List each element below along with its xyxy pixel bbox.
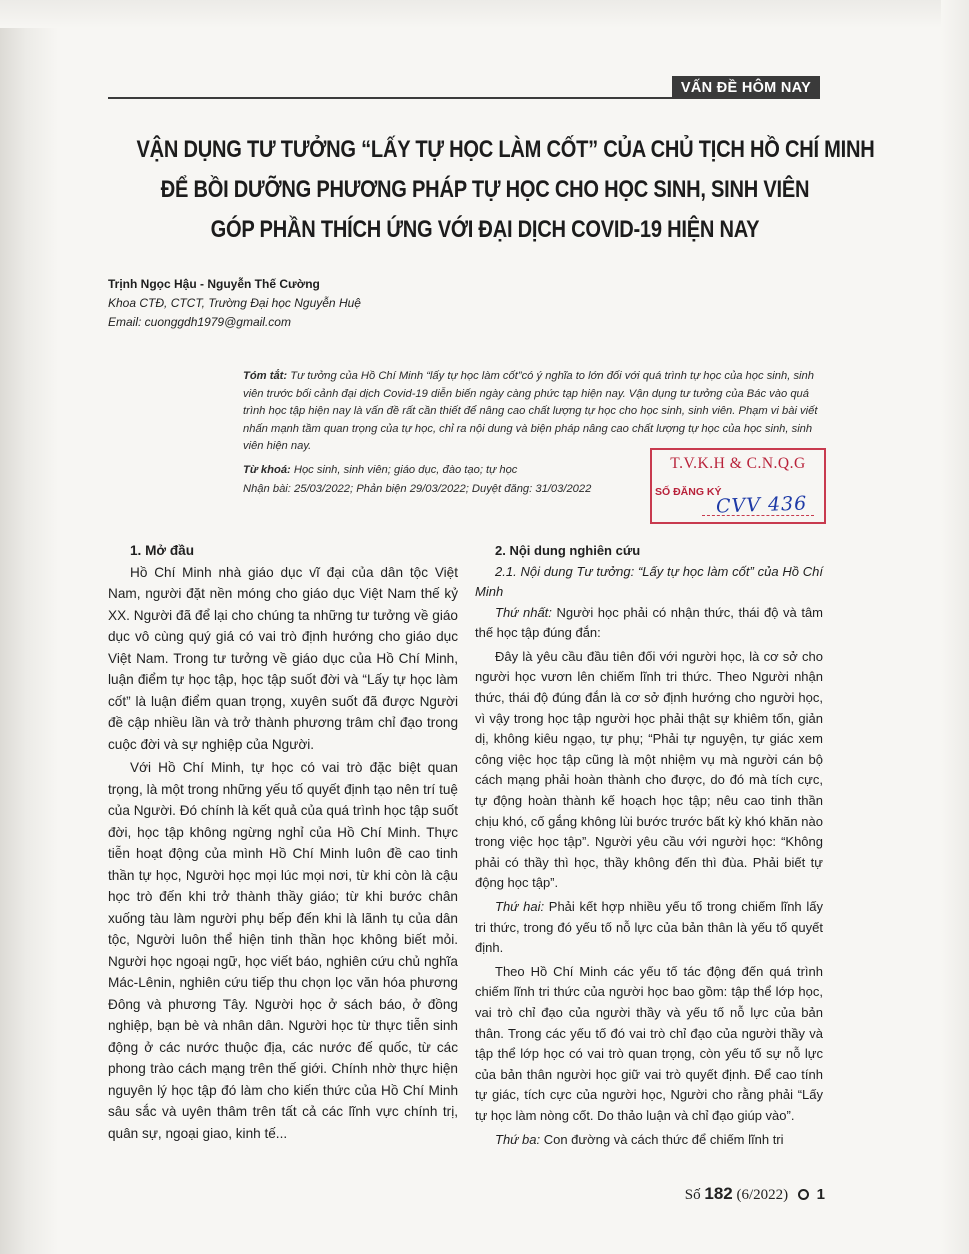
lead-third: Thứ ba: — [495, 1131, 541, 1147]
circle-bullet-icon — [798, 1189, 809, 1200]
author-email: Email: cuonggdh1979@gmail.com — [108, 315, 291, 329]
abstract-label: Tóm tắt: — [243, 370, 288, 382]
paragraph-text: Con đường và cách thức để chiếm lĩnh tri — [540, 1131, 784, 1147]
abstract-text: Tư tưởng của Hồ Chí Minh “lấy tự học làm cốt”có ý nghĩa to lớn đối với quá trình tự học của học sinh, sinh viên trước bối cảnh đại dịch Covid-19 diễn biến ngày càng phức tạp hiện nay. Vận dụng tư tưởng của Bác vào quá trình học tập hiện nay là vấn đề rất cần thiết để nâng cao chất lượng tự học cho học sinh, sinh viên. Phạm vi bài viết nhấn mạnh tầm quan trọng của tự học, chỉ ra nội dung và biện pháp nâng cao chất lượng tự học của học sinh, sinh viên hiện nay. — [243, 370, 818, 452]
section-tag: VẤN ĐỀ HÔM NAY — [672, 76, 820, 99]
lead-second: Thứ hai: — [495, 899, 545, 914]
paragraph: Theo Hồ Chí Minh các yếu tố tác động đến quá trình chiếm lĩnh tri thức của người học bao gồm: tập thể lớp học, vai trò chỉ đạo của người thầy và yếu tố nỗ lực của bản thân. Trong các yếu tố đó vai trò chỉ đạo của người thầy và tập thể lớp học có vai trò quan trọng, còn yếu tố sự nỗ lực của bản thân người học giữ vai trò quyết định. Để cao tính tự giác, tích cực của người học, Người cho rằng phải “Lấy tự học làm nòng cốt. Do thảo luận và chỉ đạo giúp vào”. — [475, 963, 823, 1123]
lead-first: Thứ nhất: — [495, 604, 552, 620]
keywords-text: Học sinh, sinh viên; giáo dục, đào tạo; tự học — [293, 464, 518, 476]
stamp-title: T.V.K.H & C.N.Q.G — [670, 455, 806, 472]
article-title — [60, 130, 910, 250]
paragraph — [475, 897, 823, 959]
section-heading-content: 2. Nội dung nghiên cứu — [495, 543, 641, 558]
page-footer — [620, 1184, 825, 1204]
author-affiliation: Khoa CTĐ, CTCT, Trường Đại học Nguyễn Huệ — [108, 296, 361, 310]
registration-stamp — [650, 448, 826, 524]
scan-shadow-top — [0, 0, 969, 28]
title-line-2: ĐỂ BỒI DƯỠNG PHƯƠNG PHÁP TỰ HỌC CHO HỌC SINH, SINH VIÊN — [160, 176, 810, 203]
issue-date: (6/2022) — [736, 1187, 789, 1203]
abstract — [243, 368, 825, 456]
issue-number: 182 — [704, 1184, 733, 1203]
stamp-handwritten-number: CVV 436 — [715, 492, 808, 518]
page-number: 1 — [816, 1186, 825, 1203]
section-heading-intro: 1. Mở đầu — [130, 543, 195, 558]
stamp-underline — [702, 515, 814, 516]
author-names: Trịnh Ngọc Hậu - Nguyễn Thế Cường — [108, 277, 320, 291]
scan-shadow-left — [0, 0, 58, 1254]
title-line-3: GÓP PHẦN THÍCH ỨNG VỚI ĐẠI DỊCH COVID-19 HIỆN NAY — [210, 216, 760, 243]
paragraph — [475, 1130, 823, 1151]
paragraph: Với Hồ Chí Minh, tự học có vai trò đặc biệt quan trọng, là một trong những yếu tố quyết định tạo nên trí tuệ của Người. Đó chính là kết quả của quá trình học tập suốt đời, học tập không ngừng nghỉ của Hồ Chí Minh. Thực tiễn hoạt động của mình Hồ Chí Minh luôn đề cao tinh thần tự học, Người học mọi lúc mọi nơi, từ khi còn là cậu học trò đến khi trở thành thầy giáo; từ khi bước chân xuống tàu làm người phụ bếp đến khi là lãnh tụ của dân tộc, Người luôn thể hiện tinh thần học không biết mỏi. Người học ngoại ngữ, học viết báo, nghiên cứu chủ nghĩa Mác-Lênin, nghiên cứu tiếp thu chọn lọc văn hóa phương Đông và phương Tây. Người học ở sách báo, ở đồng nghiệp, bạn bè và nhân dân. Người học từ thực tiễn sinh động ở các nước thuộc địa, các nước đế quốc, từ các phong trào cách mạng trên thế giới. Chính nhờ thực hiện nguyên lý học tập đó làm cho kiến thức của Hồ Chí Minh sâu sắc và uyên thâm trên tất cả các lĩnh vực chính trị, quân sự, ngoại giao, kinh tế... — [108, 760, 458, 1141]
submission-dates: Nhận bài: 25/03/2022; Phản biện 29/03/2022; Duyệt đăng: 31/03/2022 — [243, 483, 592, 495]
scan-shadow-right — [941, 0, 969, 1254]
paragraph: Đây là yêu cầu đầu tiên đối với người học, là cơ sở cho người học vươn lên chiếm lĩnh tri thức. Theo Người nhận thức, thái độ đúng đắn là cơ sở định hướng cho người học, vì vậy trong học tập người học phải thật sự khiêm tốn, giản dị, không kiêu ngạo, tự phụ; “Phải tự nguyện, tự giác xem công việc học tập cũng là một nhiệm vụ mà người cán bộ cách mạng phải hoàn thành cho được, do đó mà tích cực, tự động hoàn thành kế hoạch học tập; nêu cao tinh thần chịu khó, cố gắng không lùi bước trước bất kỳ khó khăn nào trong việc học tập”. Người yêu cầu với người học: “Không phải có thầy thì học, thầy không đến thì đùa. Phải biết tự động học tập”. — [475, 648, 823, 891]
paragraph — [475, 603, 823, 644]
article-meta — [243, 461, 653, 499]
title-line-1: VẬN DỤNG TƯ TƯỞNG “LẤY TỰ HỌC LÀM CỐT” CỦA CHỦ TỊCH HỒ CHÍ MINH — [136, 136, 875, 163]
subsection-heading: 2.1. Nội dung Tư tưởng: “Lấy tự học làm cốt” của Hồ Chí Minh — [475, 563, 823, 600]
paragraph-text: Người học phải có nhận thức, thái độ và tâm thế học tập đúng đắn: — [475, 604, 823, 641]
right-column — [475, 540, 823, 1153]
paragraph-text: Phải kết hợp nhiều yếu tố trong chiếm lĩnh lấy tri thức, trong đó yếu tố nỗ lực của bản thân là yếu tố quyết định. — [475, 899, 823, 956]
keywords — [243, 461, 653, 480]
stamp-label: SỐ ĐĂNG KÝ — [655, 486, 722, 498]
header-rule — [108, 97, 820, 99]
paragraph: Hồ Chí Minh nhà giáo dục vĩ đại của dân tộc Việt Nam, người đặt nền móng cho giáo dục Việt Nam thế kỷ XX. Người đã để lại cho chúng ta những tư tưởng về giáo dục vô cùng quý giá có vai trò định hướng cho giáo dục Việt Nam. Trong tư tưởng về giáo dục của Hồ Chí Minh, luận điểm tự học tập, học tập suốt đời và “Lấy tự học làm cốt” là luận điểm quan trọng, xuyên suốt đã được Người đề cập nhiều lần và trở thành phương trâm chỉ đạo trong cuộc đời và sự nghiệp của Người. — [108, 564, 458, 752]
footer-prefix: Số — [684, 1187, 701, 1203]
left-column — [108, 540, 458, 1146]
author-block — [108, 275, 608, 332]
keywords-label: Từ khoá: — [243, 464, 291, 476]
